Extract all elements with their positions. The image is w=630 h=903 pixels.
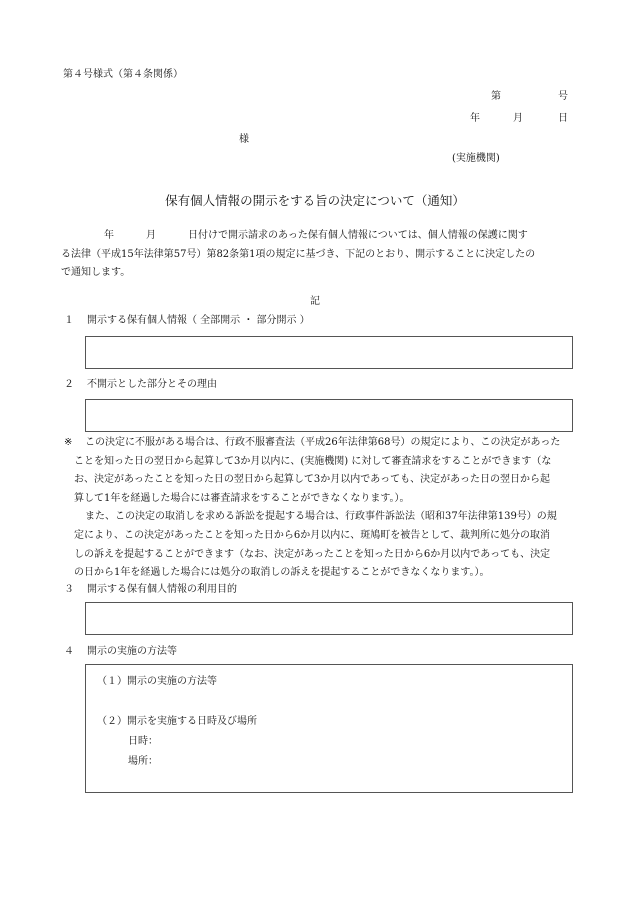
section2-number: ２ xyxy=(64,379,74,390)
section2-label: 不開示とした部分とその理由 xyxy=(87,379,217,390)
notice-mark: ※ xyxy=(64,437,73,448)
doc-number-suffix: 号 xyxy=(558,91,568,102)
intro-paragraph xyxy=(61,227,535,283)
notice-line-4: 算して1年を経過した場合には審査請求をすることができなくなります。）。 xyxy=(74,492,410,504)
issuer: (実施機関) xyxy=(452,153,500,164)
section2-field[interactable] xyxy=(85,399,573,432)
notice-line-2: ことを知った日の翌日から起算して3か月以内に、(実施機関) に対して審査請求をすることができます（な xyxy=(74,455,552,467)
section3-field[interactable] xyxy=(85,602,573,635)
doc-number-prefix: 第 xyxy=(491,91,501,102)
place-label: 場所： xyxy=(128,756,158,767)
intro-month: 月 xyxy=(146,230,156,241)
intro-line-1-text: 日付けで開示請求のあった保有個人情報については、個人情報の保護に関す xyxy=(188,230,528,241)
ki-heading: 記 xyxy=(310,296,320,307)
section3-label: 開示する保有個人情報の利用目的 xyxy=(87,584,237,595)
date-day: 日 xyxy=(558,113,568,124)
section1-number: １ xyxy=(64,315,74,326)
section4-sub1: （１）開示の実施の方法等 xyxy=(97,676,217,687)
section4-field[interactable] xyxy=(85,664,573,793)
intro-year: 年 xyxy=(104,230,114,241)
date-year: 年 xyxy=(470,113,480,124)
section4-sub2: （２）開示を実施する日時及び場所 xyxy=(97,716,257,727)
section1-field[interactable] xyxy=(85,336,573,369)
notice-line-6: 定により、この決定があったことを知った日から6か月以内に、斑鳩町を被告として、裁判所に処分の取消 xyxy=(74,530,551,541)
page-title: 保有個人情報の開示をする旨の決定について（通知） xyxy=(165,193,465,208)
notice-line-5: また、この決定の取消しを求める訴訟を提起する場合は、行政事件訴訟法（昭和37年法律第139号）の規 xyxy=(85,511,557,523)
notice-line-8: の日から1年を経過した場合には処分の取消しの訴えを提起することができなくなります。）。 xyxy=(74,567,490,579)
addressee-suffix: 様 xyxy=(239,134,249,145)
notice-line-3: お、決定があったことを知った日の翌日から起算して3か月以内であっても、決定があった日の翌日から起 xyxy=(74,474,551,486)
datetime-label: 日時： xyxy=(128,736,158,747)
section1-label: 開示する保有個人情報（ 全部開示 ・ 部分開示 ） xyxy=(87,315,310,326)
notice-line-7: しの訴えを提起することができます（なお、決定があったことを知った日から6か月以内であっても、決定 xyxy=(74,548,551,560)
intro-line-3: で通知します。 xyxy=(61,267,131,279)
section3-number: ３ xyxy=(64,584,74,595)
notice-line-1: この決定に不服がある場合は、行政不服審査法（平成26年法律第68号）の規定により、この決定があった xyxy=(85,437,561,448)
date-month: 月 xyxy=(513,113,523,124)
intro-line-1 xyxy=(61,227,535,246)
section4-number: ４ xyxy=(64,646,74,657)
section4-label: 開示の実施の方法等 xyxy=(87,646,177,657)
intro-line-2: る法律（平成15年法律第57号）第82条第1項の規定に基づき、下記のとおり、開示することに決定したの xyxy=(61,248,536,260)
form-id: 第４号様式（第４条関係） xyxy=(63,69,183,80)
